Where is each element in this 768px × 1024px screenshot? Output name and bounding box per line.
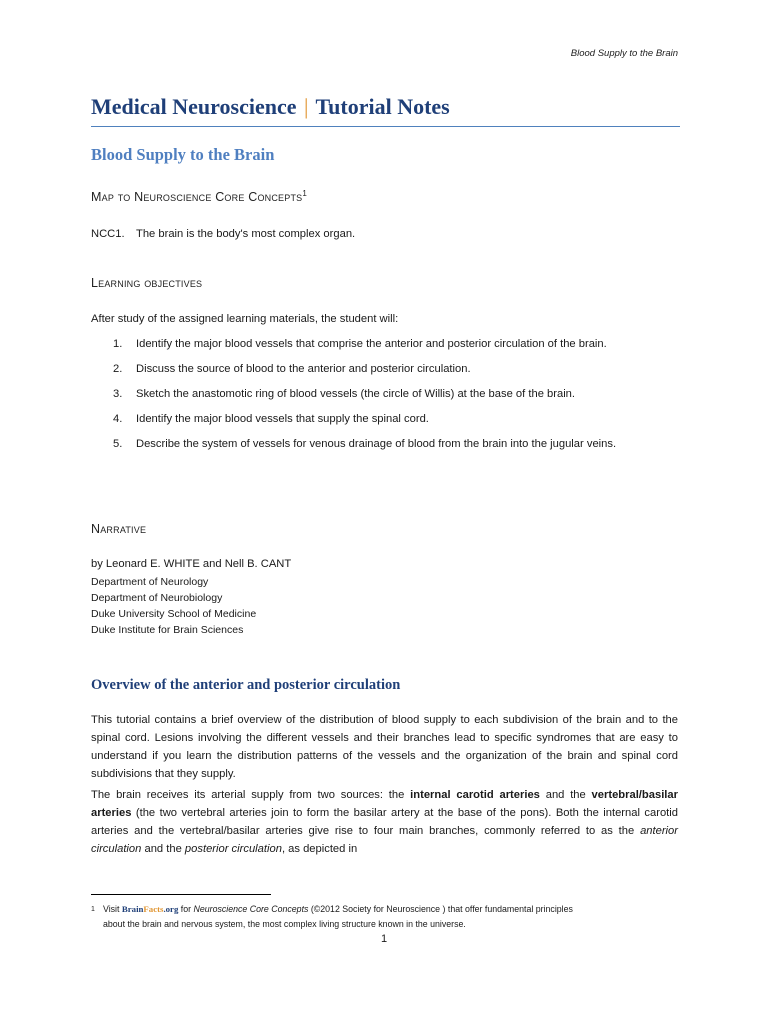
footnote-rule <box>91 894 271 895</box>
list-item-number: 5. <box>113 438 123 450</box>
text-run: , as depicted in <box>281 843 358 855</box>
footnote-line-1 <box>91 902 681 917</box>
list-item <box>91 336 676 353</box>
list-item-number: 4. <box>113 413 123 425</box>
brand-part: Facts <box>143 904 164 914</box>
text-run: (the two vertebral arteries join to form the basilar artery at the base of the pons). Both the internal carotid arteries and the vertebral/basilar arteries give rise to four main branches, commonly referred to as the <box>91 807 678 837</box>
ncc-code: NCC1. <box>91 228 125 240</box>
learning-objectives-intro: After study of the assigned learning materials, the student will: <box>91 313 399 325</box>
document-title <box>91 94 450 120</box>
section-heading: Overview of the anterior and posterior circulation <box>91 677 401 693</box>
affiliation-line: Duke University School of Medicine <box>91 608 257 620</box>
footnote-line-2: about the brain and nervous system, the most complex living structure known in the universe. <box>103 919 466 929</box>
footnote <box>91 902 681 932</box>
text-run: for <box>178 904 194 914</box>
list-item-number: 2. <box>113 363 123 375</box>
brand-part: Brain <box>121 904 144 914</box>
text-run: and the <box>539 789 592 801</box>
list-item <box>91 436 676 453</box>
ncc-item <box>91 226 355 243</box>
title-separator: | <box>303 94 309 119</box>
list-item <box>91 386 676 403</box>
ncc-text: The brain is the body's most complex organ. <box>136 228 356 240</box>
learning-objectives-heading: Learning objectives <box>91 276 203 290</box>
map-heading <box>91 189 307 204</box>
document-title-left: Medical Neuroscience <box>91 94 297 119</box>
text-run: (©2012 Society for Neuroscience ) that offer fundamental principles <box>308 904 573 914</box>
list-item-number: 1. <box>113 338 123 350</box>
brand-part: .org <box>163 904 179 914</box>
list-item-text: Identify the major blood vessels that comprise the anterior and posterior circulation of the brain. <box>136 338 607 350</box>
author-byline: by Leonard E. WHITE and Nell B. CANT <box>91 558 292 570</box>
document-title-right: Tutorial Notes <box>315 94 450 119</box>
list-item-text: Sketch the anastomotic ring of blood vessels (the circle of Willis) at the base of the brain. <box>136 388 576 400</box>
narrative-heading: Narrative <box>91 522 147 536</box>
map-heading-text: Map to Neuroscience Core Concepts <box>91 190 303 205</box>
italic-title: Neuroscience Core Concepts <box>193 904 309 914</box>
running-header: Blood Supply to the Brain <box>570 48 678 59</box>
text-run: Visit <box>103 904 122 914</box>
list-item <box>91 361 676 378</box>
affiliations <box>91 574 256 638</box>
italic-term-posterior: posterior circulation <box>184 843 282 855</box>
list-item-text: Identify the major blood vessels that supply the spinal cord. <box>136 413 429 425</box>
paragraph-intro: This tutorial contains a brief overview of the distribution of blood supply to each subdivision of the brain and to the spinal cord. Lesions involving the different vessels and their branches lead to specific syndromes that are easy to understand if you learn the distribution patterns of the vessels and the organization of the brain and spinal cord subdivisions that they supply. <box>91 714 678 780</box>
text-run: and the <box>141 843 185 855</box>
title-rule <box>91 126 680 127</box>
objectives-list <box>91 336 676 461</box>
affiliation-line: Department of Neurobiology <box>91 592 223 604</box>
brainfacts-link[interactable] <box>122 904 178 914</box>
page-number: 1 <box>380 933 388 945</box>
list-item-number: 3. <box>113 388 123 400</box>
bold-term-internal-carotid: internal carotid arteries <box>410 789 540 801</box>
affiliation-line: Department of Neurology <box>91 576 209 588</box>
footnote-ref: 1 <box>302 189 308 198</box>
paragraph-arterial-supply <box>91 786 678 858</box>
footnote-mark: 1 <box>91 906 95 913</box>
bold-term-vertebral-basilar: vertebral/basilar arteries <box>91 789 678 819</box>
list-item-text: Discuss the source of blood to the anterior and posterior circulation. <box>136 363 471 375</box>
affiliation-line: Duke Institute for Brain Sciences <box>91 624 244 636</box>
list-item-text: Describe the system of vessels for venous drainage of blood from the brain into the jugular veins. <box>136 438 617 450</box>
text-run: The brain receives its arterial supply from two sources: the <box>91 789 411 801</box>
italic-term-anterior: anterior circulation <box>91 825 678 855</box>
document-subtitle: Blood Supply to the Brain <box>91 145 275 164</box>
list-item <box>91 411 676 428</box>
